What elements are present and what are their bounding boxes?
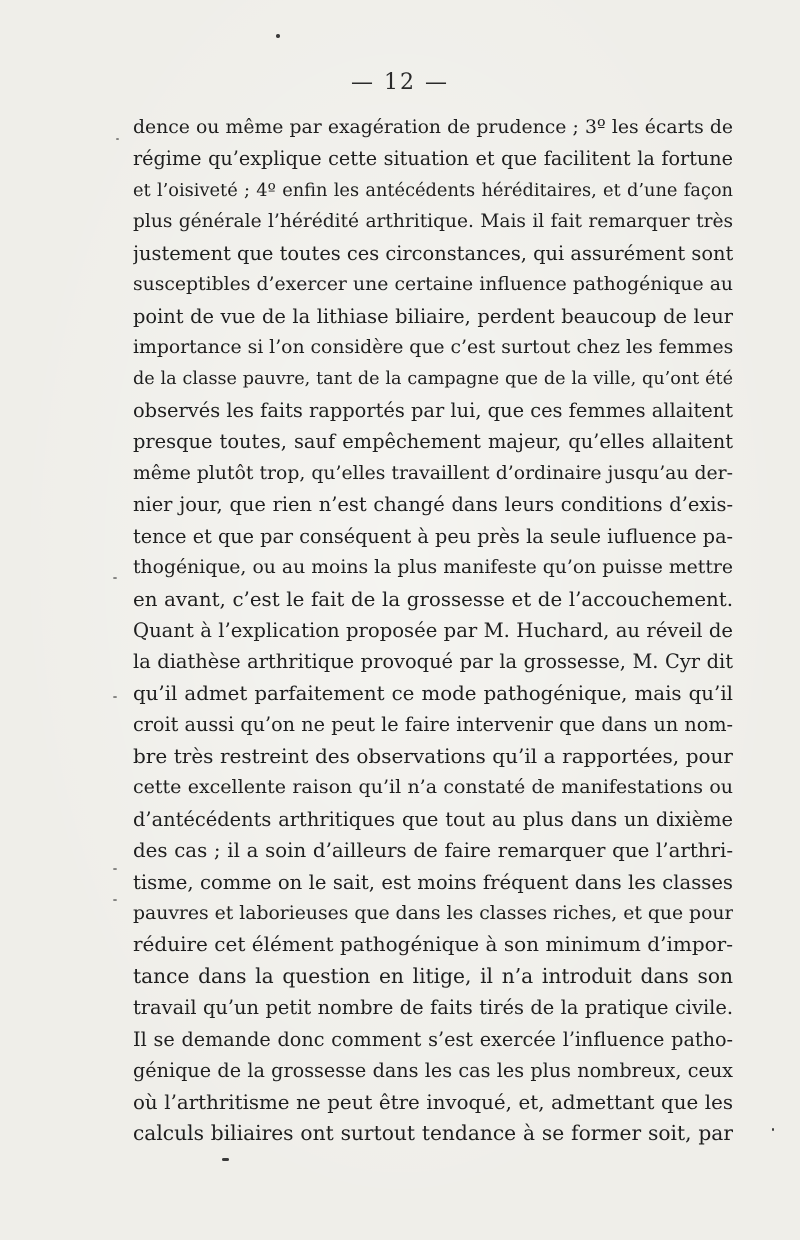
ink-speck <box>116 138 119 140</box>
text-line: croit aussi qu’on ne peut le faire intervenir que dans un nom- <box>133 713 733 737</box>
text-line: point de vue de la lithiase biliaire, perdent beaucoup de leur <box>133 304 733 328</box>
text-line: presque toutes, sauf empêchement majeur, qu’elles allaitent <box>133 430 733 454</box>
text-line: thogénique, ou au moins la plus manifeste qu’on puisse mettre <box>133 557 733 579</box>
ink-speck <box>113 899 117 901</box>
text-line: d’antécédents arthritiques que tout au plus dans un dixième <box>133 807 733 831</box>
text-line: de la classe pauvre, tant de la campagne que de la ville, qu’ont été <box>133 368 733 389</box>
text-line: Quant à l’explication proposée par M. Huchard, au réveil de <box>133 619 733 642</box>
ink-speck <box>113 868 117 870</box>
text-line: importance si l’on considère que c’est surtout chez les femmes <box>133 337 733 359</box>
text-line: dence ou même par exagération de prudence ; 3º les écarts de <box>133 117 733 138</box>
text-line: nier jour, que rien n’est changé dans leurs conditions d’exis- <box>133 493 733 517</box>
text-line: plus générale l’hérédité arthritique. Mais il fait remarquer très <box>133 211 733 233</box>
body-text <box>133 112 733 1149</box>
page-number: — 12 — <box>351 70 449 95</box>
text-line: susceptibles d’exercer une certaine influence pathogénique au <box>133 274 733 296</box>
text-line: régime qu’explique cette situation et que facilitent la fortune <box>133 147 733 171</box>
ink-speck <box>113 577 117 579</box>
ink-speck <box>772 1128 774 1131</box>
text-line: pauvres et laborieuses que dans les classes riches, et que pour <box>133 902 733 924</box>
text-line: tance dans la question en litige, il n’a introduit dans son <box>133 963 733 988</box>
text-line: justement que toutes ces circonstances, qui assurément sont <box>133 241 733 265</box>
text-line: observés les faits rapportés par lui, que ces femmes allaitent <box>133 398 733 422</box>
text-line: des cas ; il a soin d’ailleurs de faire remarquer que l’arthri- <box>133 839 733 863</box>
ink-speck <box>222 1158 229 1161</box>
text-line: et l’oisiveté ; 4º enfin les antécédents héréditaires, et d’une façon <box>133 179 733 201</box>
text-line: Il se demande donc comment s’est exercée l’influence patho- <box>133 1027 733 1051</box>
text-line: qu’il admet parfaitement ce mode pathogénique, mais qu’il <box>133 681 733 705</box>
text-line: cette excellente raison qu’il n’a constaté de manifestations ou <box>133 776 733 799</box>
text-line: bre très restreint des observations qu’il a rapportées, pour <box>133 743 733 768</box>
text-line: travail qu’un petit nombre de faits tirés de la pratique civile. <box>133 996 733 1020</box>
text-line: génique de la grossesse dans les cas les plus nombreux, ceux <box>133 1059 733 1083</box>
text-line: où l’arthritisme ne peut être invoqué, et, admettant que les <box>133 1090 733 1114</box>
text-line: réduire cet élément pathogénique à son minimum d’impor- <box>133 932 733 957</box>
text-line: calculs biliaires ont surtout tendance à se former soit, par <box>133 1121 733 1145</box>
text-line: même plutôt trop, qu’elles travaillent d’ordinaire jusqu’au der- <box>133 462 733 484</box>
text-line: la diathèse arthritique provoqué par la grossesse, M. Cyr dit <box>133 650 733 674</box>
ink-speck <box>276 34 280 38</box>
ink-speck <box>113 696 117 698</box>
text-line: en avant, c’est le fait de la grossesse et de l’accouchement. <box>133 587 733 611</box>
text-line: tence et que par conséquent à peu près la seule iufluence pa- <box>133 524 733 548</box>
text-line: tisme, comme on le sait, est moins fréquent dans les classes <box>133 870 733 894</box>
